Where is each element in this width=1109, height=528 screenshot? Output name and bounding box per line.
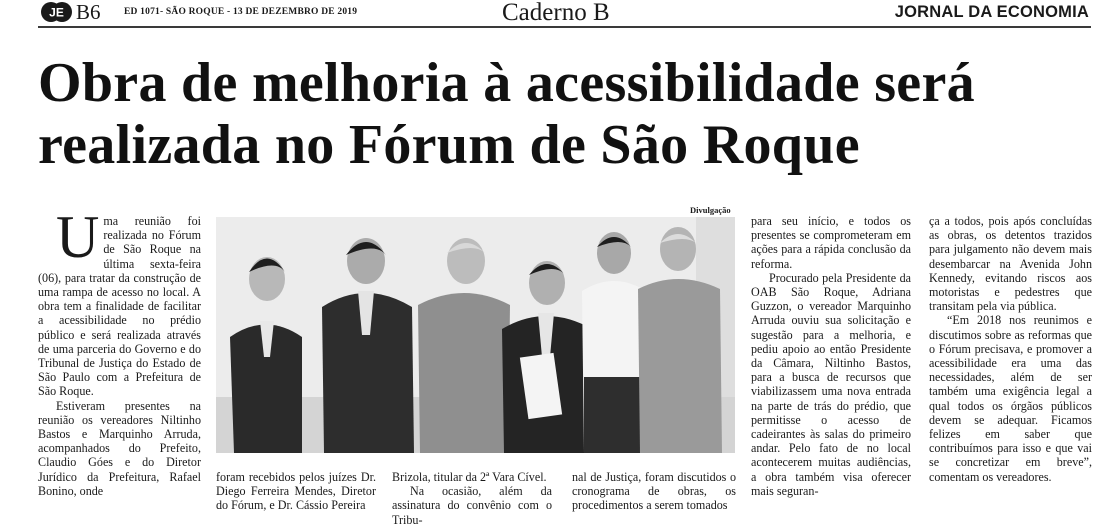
column-1-paragraph-2: Estiveram presentes na reunião os vereadores Niltinho Bastos e Marquinho Arruda, acompanhados do Prefeito, Claudio Góes e do Diretor Jurídico da Prefeitura, Rafael Bonino, onde [38, 398, 201, 498]
column-5-paragraph-1: para seu início, e todos os presentes se comprometeram em ações para a rápida conclusão da reforma. [751, 214, 911, 271]
column-3-paragraph-1: Brizola, titular da 2ª Vara Cível. [392, 470, 547, 484]
group-photo-illustration [216, 217, 735, 453]
column-6-paragraph-1: ça a todos, pois após concluídas as obras, os detentos trazidos para julgamento não devem mais desembarcar na Avenida John Kennedy, evitando riscos aos motoristas e pedestres que transitam pela via pública. [929, 214, 1092, 314]
logo-text: JE [49, 5, 64, 20]
column-6-paragraph-2: “Em 2018 nos reunimos e discutimos sobre as reformas que o Fórum precisava, e promover a acessibilidade era uma das necessidades, além de ser também uma exigência legal a qual todos os órgãos públicos devem se adequar. Ficamos felizes em saber que contribuímos para isso e que vai se concretizar em breve”, comentam os vereadores. [929, 313, 1092, 484]
article-column-6 [929, 214, 1092, 484]
newspaper-name: JORNAL DA ECONOMIA [894, 3, 1089, 21]
drop-cap: U [56, 204, 100, 270]
column-2-paragraph-1: foram recebidos pelos juízes Dr. Diego Ferreira Mendes, Diretor do Fórum, e Dr. Cássio Pereira [216, 470, 376, 513]
headline-line-1: Obra de melhoria à acessibilidade será [38, 52, 975, 114]
article-column-1 [38, 204, 201, 498]
photo-credit: Divulgação [690, 205, 731, 215]
column-1-text-1: ma reunião foi realizada no Fórum de São Roque na última sexta-feira (06), para tratar da construção de uma rampa de acesso no local. A obra tem a finalidade de facilitar a acessibilidade no prédio público e será realizada através de uma parceria do Governo e do Tribunal de Justiça do Estado de São Paulo com a Prefeitura de São Roque. [38, 214, 201, 399]
column-4-paragraph-1: nal de Justiça, foram discutidos o cronograma de obras, os procedimentos a serem tomados [572, 470, 736, 513]
page-header [0, 0, 1109, 27]
section-name: Caderno B [502, 0, 610, 26]
article-photo [216, 217, 735, 453]
article-column-3 [392, 470, 552, 527]
article-column-4 [572, 470, 736, 513]
column-5-paragraph-2: Procurado pela Presidente da OAB São Roque, Adriana Guzzon, o vereador Marquinho Arruda ouviu sua solicitação e sugestão para a melhoria, e pediu apoio ao então Presidente da Câmara, Niltinho Bastos, para a busca de recursos que viabilizassem uma nova entrada na parte de trás do prédio, que permitisse o acesso de cadeirantes às salas do primeiro andar. Pelo fato de no local acontecerem muitas audiências, a obra também visa oferecer mais seguran- [751, 270, 911, 498]
column-1-paragraph-1 [38, 204, 201, 399]
header-rule [38, 26, 1091, 28]
newspaper-logo [40, 1, 73, 23]
edition-line: ED 1071- SÃO ROQUE - 13 DE DEZEMBRO DE 2019 [124, 7, 358, 17]
article-column-5 [751, 214, 911, 498]
article-column-2 [216, 470, 376, 513]
column-3-paragraph-2: Na ocasião, além da assinatura do convênio com o Tribu- [392, 484, 552, 527]
article-headline [38, 52, 1098, 176]
headline-line-2: realizada no Fórum de São Roque [38, 114, 860, 176]
page-number: B6 [76, 0, 101, 24]
